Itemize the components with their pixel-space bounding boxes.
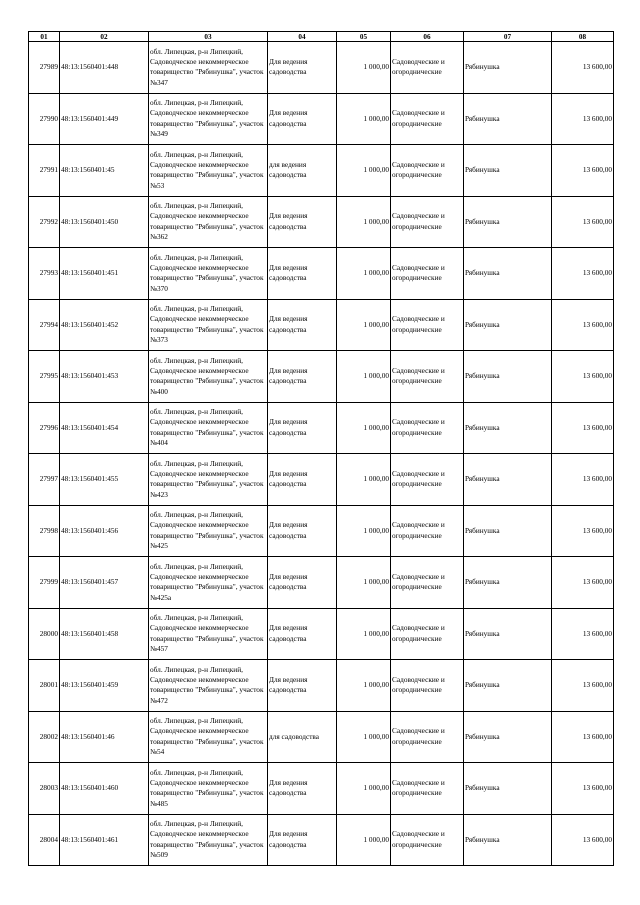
table-row [29,763,614,815]
cell-permitted-use: для садоводства [268,711,337,763]
cell-address: обл. Липецкая, р-н Липецкий, Садоводческое некоммерческое товарищество "Рябинушка", участок №54 [149,711,268,763]
cell-row-number: 27989 [29,42,60,94]
column-header-03: 03 [149,32,268,42]
cell-area: 1 000,00 [337,299,391,351]
cell-settlement: Рябинушка [464,402,552,454]
cell-land-category: Садоводческие и огороднические [391,814,464,866]
cell-permitted-use: Для ведения садоводства [268,660,337,712]
cell-settlement: Рябинушка [464,93,552,145]
cell-row-number: 27996 [29,402,60,454]
cell-permitted-use: Для ведения садоводства [268,608,337,660]
cell-area: 1 000,00 [337,42,391,94]
cell-area: 1 000,00 [337,814,391,866]
cell-cadastral-value: 13 600,00 [552,402,614,454]
table-row [29,608,614,660]
cell-row-number: 28002 [29,711,60,763]
cell-settlement: Рябинушка [464,248,552,300]
cell-cadastral-number: 48:13:1560401:450 [60,196,149,248]
cell-settlement: Рябинушка [464,351,552,403]
cell-area: 1 000,00 [337,351,391,403]
table-row [29,454,614,506]
cell-area: 1 000,00 [337,454,391,506]
cell-area: 1 000,00 [337,248,391,300]
cell-permitted-use: Для ведения садоводства [268,196,337,248]
cell-area: 1 000,00 [337,660,391,712]
cell-row-number: 27993 [29,248,60,300]
cell-row-number: 27999 [29,557,60,609]
column-header-06: 06 [391,32,464,42]
table-row [29,299,614,351]
cell-permitted-use: Для ведения садоводства [268,93,337,145]
cell-settlement: Рябинушка [464,505,552,557]
cell-permitted-use: Для ведения садоводства [268,763,337,815]
table-row [29,145,614,197]
table-row [29,814,614,866]
cell-address: обл. Липецкая, р-н Липецкий, Садоводческое некоммерческое товарищество "Рябинушка", участок №509 [149,814,268,866]
cell-address: обл. Липецкая, р-н Липецкий, Садоводческое некоммерческое товарищество "Рябинушка", участок №400 [149,351,268,403]
cell-land-category: Садоводческие и огороднические [391,145,464,197]
cell-address: обл. Липецкая, р-н Липецкий, Садоводческое некоммерческое товарищество "Рябинушка", участок №370 [149,248,268,300]
cell-address: обл. Липецкая, р-н Липецкий, Садоводческое некоммерческое товарищество "Рябинушка", участок №472 [149,660,268,712]
cell-cadastral-value: 13 600,00 [552,608,614,660]
cell-land-category: Садоводческие и огороднические [391,454,464,506]
cell-row-number: 28001 [29,660,60,712]
cell-address: обл. Липецкая, р-н Липецкий, Садоводческое некоммерческое товарищество "Рябинушка", участок №423 [149,454,268,506]
cell-permitted-use: Для ведения садоводства [268,351,337,403]
cell-address: обл. Липецкая, р-н Липецкий, Садоводческое некоммерческое товарищество "Рябинушка", участок №425 [149,505,268,557]
table-row [29,505,614,557]
cell-area: 1 000,00 [337,402,391,454]
cell-settlement: Рябинушка [464,299,552,351]
cell-settlement: Рябинушка [464,763,552,815]
cell-address: обл. Липецкая, р-н Липецкий, Садоводческое некоммерческое товарищество "Рябинушка", участок №404 [149,402,268,454]
cell-cadastral-number: 48:13:1560401:452 [60,299,149,351]
cell-cadastral-number: 48:13:1560401:457 [60,557,149,609]
cell-row-number: 27994 [29,299,60,351]
cell-row-number: 28000 [29,608,60,660]
cell-permitted-use: Для ведения садоводства [268,505,337,557]
cell-land-category: Садоводческие и огороднические [391,42,464,94]
cell-land-category: Садоводческие и огороднические [391,660,464,712]
cell-settlement: Рябинушка [464,814,552,866]
cell-settlement: Рябинушка [464,145,552,197]
cell-row-number: 28003 [29,763,60,815]
cell-permitted-use: Для ведения садоводства [268,299,337,351]
cell-address: обл. Липецкая, р-н Липецкий, Садоводческое некоммерческое товарищество "Рябинушка", участок №53 [149,145,268,197]
cell-land-category: Садоводческие и огороднические [391,608,464,660]
cell-land-category: Садоводческие и огороднические [391,763,464,815]
cell-row-number: 27997 [29,454,60,506]
cell-cadastral-number: 48:13:1560401:458 [60,608,149,660]
cell-address: обл. Липецкая, р-н Липецкий, Садоводческое некоммерческое товарищество "Рябинушка", участок №425а [149,557,268,609]
cell-cadastral-number: 48:13:1560401:449 [60,93,149,145]
cell-row-number: 27990 [29,93,60,145]
cell-cadastral-value: 13 600,00 [552,248,614,300]
cell-land-category: Садоводческие и огороднические [391,505,464,557]
table-row [29,557,614,609]
cell-cadastral-number: 48:13:1560401:453 [60,351,149,403]
cell-area: 1 000,00 [337,196,391,248]
cell-cadastral-number: 48:13:1560401:46 [60,711,149,763]
cell-settlement: Рябинушка [464,196,552,248]
cell-cadastral-value: 13 600,00 [552,145,614,197]
cell-row-number: 27998 [29,505,60,557]
cell-address: обл. Липецкая, р-н Липецкий, Садоводческое некоммерческое товарищество "Рябинушка", участок №457 [149,608,268,660]
table-row [29,660,614,712]
cell-cadastral-value: 13 600,00 [552,763,614,815]
cell-cadastral-number: 48:13:1560401:460 [60,763,149,815]
cell-permitted-use: Для ведения садоводства [268,454,337,506]
cell-cadastral-value: 13 600,00 [552,454,614,506]
cell-permitted-use: Для ведения садоводства [268,42,337,94]
column-header-07: 07 [464,32,552,42]
cell-permitted-use: Для ведения садоводства [268,557,337,609]
cell-cadastral-number: 48:13:1560401:461 [60,814,149,866]
cell-cadastral-number: 48:13:1560401:455 [60,454,149,506]
cell-area: 1 000,00 [337,505,391,557]
cell-cadastral-number: 48:13:1560401:456 [60,505,149,557]
table-row [29,402,614,454]
cell-land-category: Садоводческие и огороднические [391,299,464,351]
cell-settlement: Рябинушка [464,557,552,609]
table-row [29,42,614,94]
column-header-02: 02 [60,32,149,42]
table-row [29,711,614,763]
table-row [29,196,614,248]
cell-land-category: Садоводческие и огороднические [391,351,464,403]
column-header-01: 01 [29,32,60,42]
table-row [29,248,614,300]
cell-row-number: 27995 [29,351,60,403]
cell-settlement: Рябинушка [464,454,552,506]
table-body [29,42,614,866]
cell-cadastral-number: 48:13:1560401:451 [60,248,149,300]
cell-permitted-use: Для ведения садоводства [268,248,337,300]
cell-land-category: Садоводческие и огороднические [391,248,464,300]
column-header-08: 08 [552,32,614,42]
cell-land-category: Садоводческие и огороднические [391,557,464,609]
cell-cadastral-value: 13 600,00 [552,505,614,557]
cell-settlement: Рябинушка [464,711,552,763]
cell-area: 1 000,00 [337,763,391,815]
cell-cadastral-value: 13 600,00 [552,660,614,712]
column-header-05: 05 [337,32,391,42]
cell-address: обл. Липецкая, р-н Липецкий, Садоводческое некоммерческое товарищество "Рябинушка", участок №362 [149,196,268,248]
cell-cadastral-number: 48:13:1560401:448 [60,42,149,94]
column-header-04: 04 [268,32,337,42]
cell-area: 1 000,00 [337,711,391,763]
cell-cadastral-value: 13 600,00 [552,711,614,763]
cell-permitted-use: Для ведения садоводства [268,402,337,454]
cell-permitted-use: Для ведения садоводства [268,814,337,866]
cell-land-category: Садоводческие и огороднические [391,711,464,763]
cell-permitted-use: для ведения садоводства [268,145,337,197]
cell-row-number: 27992 [29,196,60,248]
cell-cadastral-number: 48:13:1560401:459 [60,660,149,712]
registry-table [28,31,614,866]
cell-settlement: Рябинушка [464,660,552,712]
cell-address: обл. Липецкая, р-н Липецкий, Садоводческое некоммерческое товарищество "Рябинушка", участок №373 [149,299,268,351]
cell-area: 1 000,00 [337,145,391,197]
cell-address: обл. Липецкая, р-н Липецкий, Садоводческое некоммерческое товарищество "Рябинушка", участок №485 [149,763,268,815]
table-row [29,351,614,403]
cell-cadastral-number: 48:13:1560401:454 [60,402,149,454]
cell-row-number: 28004 [29,814,60,866]
cell-settlement: Рябинушка [464,42,552,94]
cell-settlement: Рябинушка [464,608,552,660]
cell-cadastral-number: 48:13:1560401:45 [60,145,149,197]
cell-cadastral-value: 13 600,00 [552,93,614,145]
cell-area: 1 000,00 [337,608,391,660]
cell-address: обл. Липецкая, р-н Липецкий, Садоводческое некоммерческое товарищество "Рябинушка", участок №347 [149,42,268,94]
cell-cadastral-value: 13 600,00 [552,196,614,248]
cell-land-category: Садоводческие и огороднические [391,402,464,454]
cell-address: обл. Липецкая, р-н Липецкий, Садоводческое некоммерческое товарищество "Рябинушка", участок №349 [149,93,268,145]
cell-row-number: 27991 [29,145,60,197]
cell-area: 1 000,00 [337,557,391,609]
cell-cadastral-value: 13 600,00 [552,351,614,403]
cell-area: 1 000,00 [337,93,391,145]
cell-land-category: Садоводческие и огороднические [391,196,464,248]
cell-cadastral-value: 13 600,00 [552,299,614,351]
cell-cadastral-value: 13 600,00 [552,814,614,866]
table-row [29,93,614,145]
cell-land-category: Садоводческие и огороднические [391,93,464,145]
cell-cadastral-value: 13 600,00 [552,557,614,609]
header-row [29,32,614,42]
cell-cadastral-value: 13 600,00 [552,42,614,94]
